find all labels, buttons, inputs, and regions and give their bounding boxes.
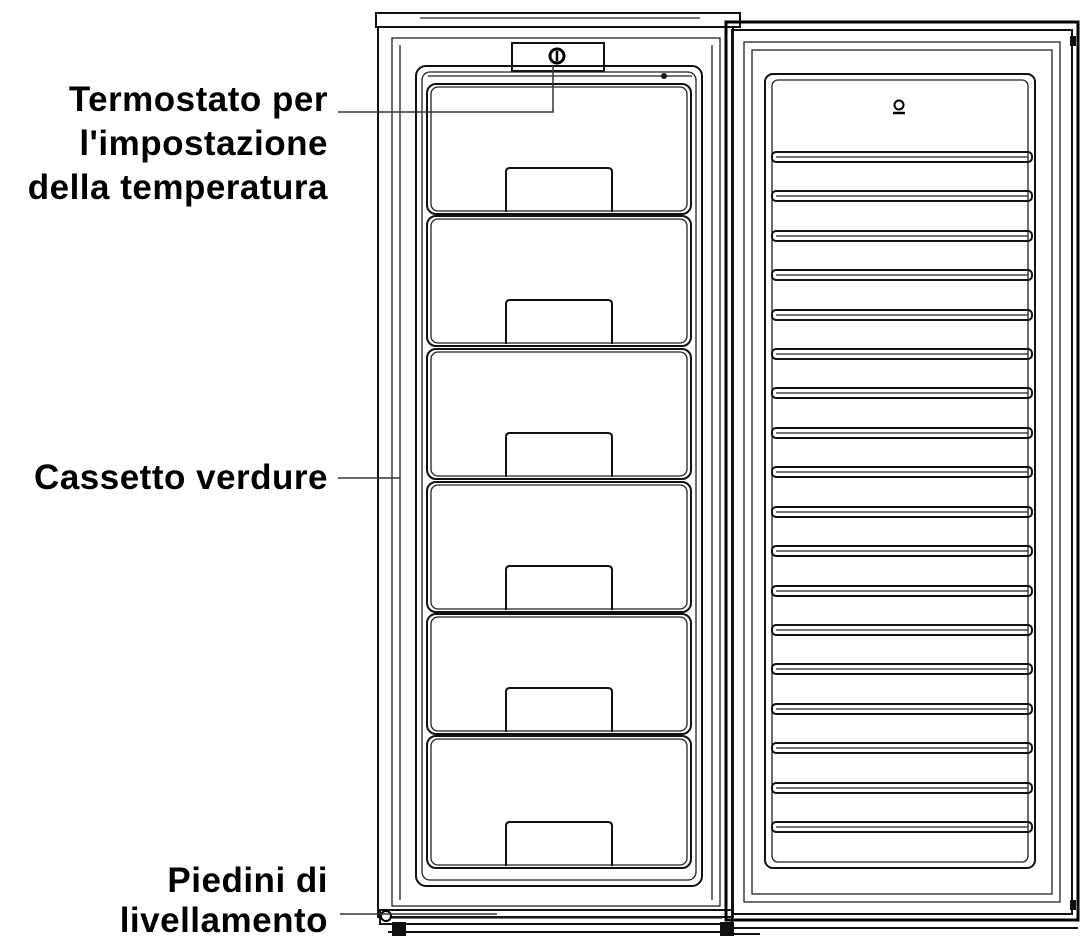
drawer	[427, 216, 691, 346]
callout-vegetable-drawer	[34, 458, 400, 497]
door-shelf	[772, 664, 1032, 674]
door-shelf	[772, 783, 1032, 793]
drawer-handle	[506, 566, 612, 610]
drawer	[427, 614, 691, 734]
door-shelf	[772, 704, 1032, 714]
callout-thermostat	[28, 65, 553, 207]
door-shelf	[772, 349, 1032, 359]
door-shelf	[772, 586, 1032, 596]
door-shelf	[772, 191, 1032, 201]
door-shelf	[772, 231, 1032, 241]
label-leveling-feet-line-2: livellamento	[119, 901, 328, 940]
door-shelf	[772, 467, 1032, 477]
label-thermostat-line-3: della temperatura	[27, 168, 328, 207]
drawer	[427, 84, 691, 214]
leveling-foot-left	[392, 922, 406, 936]
drawer	[427, 736, 691, 868]
door-indicator-icon	[893, 101, 905, 114]
door-shelf	[772, 428, 1032, 438]
door-shelf	[772, 507, 1032, 517]
label-vegetable-drawer: Cassetto verdure	[34, 458, 328, 497]
door-shelf	[772, 625, 1032, 635]
drawer-handle	[506, 300, 612, 344]
door-shelf	[772, 546, 1032, 556]
door-shelf	[772, 270, 1032, 280]
door-shelf	[772, 152, 1032, 162]
drawer-handle	[506, 822, 612, 866]
drawer-handle	[506, 168, 612, 212]
door-shelf	[772, 743, 1032, 753]
drawer	[427, 349, 691, 479]
door-shelf	[772, 388, 1032, 398]
thermostat-knob-icon	[550, 49, 564, 63]
drawers	[427, 84, 691, 868]
callout-leveling-feet	[120, 861, 497, 940]
door-shelf	[772, 310, 1032, 320]
drawer	[427, 482, 691, 612]
label-thermostat-line-2: l'impostazione	[79, 124, 328, 163]
label-thermostat-line-1: Termostato per	[68, 80, 328, 119]
drawer-handle	[506, 433, 612, 477]
door-shelves	[772, 152, 1032, 832]
door-shelf	[772, 822, 1032, 832]
label-leveling-feet-line-1: Piedini di	[167, 861, 328, 900]
drawer-handle	[506, 688, 612, 732]
